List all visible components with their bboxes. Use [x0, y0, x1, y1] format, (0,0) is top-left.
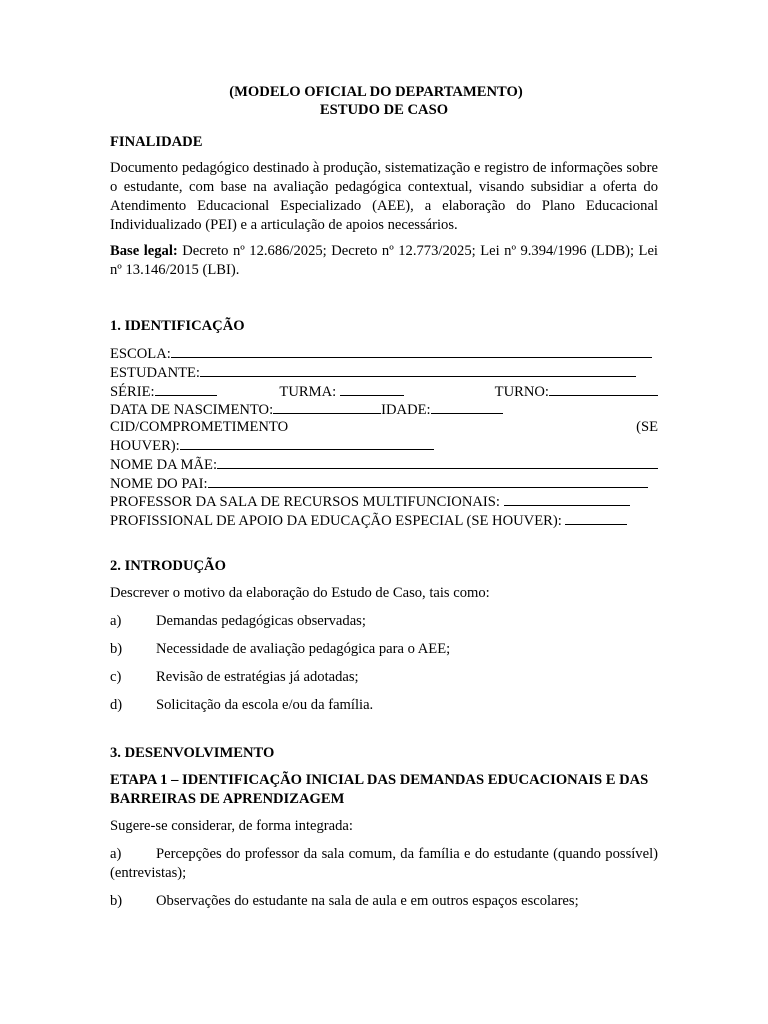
identificacao-form: [110, 344, 658, 530]
introducao-text: Descrever o motivo da elaboração do Estudo de Caso, tais como:: [110, 584, 490, 601]
nascimento-idade-line: [110, 400, 658, 419]
base-legal-label: Base legal:: [110, 243, 178, 259]
idade-field[interactable]: [431, 400, 503, 414]
list-text: Observações do estudante na sala de aula e em outros espaços escolares;: [156, 892, 579, 909]
pai-label: NOME DO PAI:: [110, 475, 208, 492]
cid-line: [110, 419, 658, 436]
etapa-1-heading: ETAPA 1 – IDENTIFICAÇÃO INICIAL DAS DEMANDAS EDUCACIONAIS E DAS BARREIRAS DE APRENDIZAGEM: [110, 771, 649, 807]
desenvolvimento-intro: Sugere-se considerar, de forma integrada:: [110, 817, 353, 834]
professor-line: [110, 492, 658, 511]
estudante-field[interactable]: [200, 363, 636, 377]
list-item: [110, 696, 658, 715]
cid-field[interactable]: [180, 436, 434, 450]
desenvolvimento-heading: 3. DESENVOLVIMENTO: [110, 744, 275, 761]
list-letter: a): [110, 612, 122, 629]
list-item-text: Percepções do professor da sala comum, da família e do estudante (quando possível) (entrevistas);: [110, 845, 658, 881]
identificacao-heading: 1. IDENTIFICAÇÃO: [110, 318, 245, 334]
header-line-1: (MODELO OFICIAL DO DEPARTAMENTO): [229, 84, 523, 100]
mae-field[interactable]: [217, 455, 658, 469]
profissional-field[interactable]: [565, 511, 627, 525]
profissional-label: PROFISSIONAL DE APOIO DA EDUCAÇÃO ESPECIAL (SE HOUVER):: [110, 513, 566, 530]
pai-line: [110, 474, 658, 493]
desenvolvimento-list: [110, 845, 658, 911]
list-item: [110, 668, 658, 687]
turma-label: TURMA:: [279, 383, 340, 400]
base-legal: [110, 242, 658, 280]
nascimento-field[interactable]: [273, 400, 381, 414]
list-text: Demandas pedagógicas observadas;: [156, 612, 366, 629]
list-letter: a): [110, 845, 122, 862]
turma-field[interactable]: [340, 382, 404, 396]
document-content: [110, 84, 658, 911]
escola-label: ESCOLA:: [110, 346, 171, 362]
list-item: [110, 612, 658, 631]
list-letter: d): [110, 696, 123, 713]
houver-line: [110, 436, 658, 455]
list-letter: b): [110, 640, 123, 657]
mae-line: [110, 455, 658, 474]
cid-se-label: (SE: [636, 419, 658, 436]
idade-label: IDADE:: [381, 402, 431, 419]
base-legal-text: Decreto nº 12.686/2025; Decreto nº 12.773/2025; Lei nº 9.394/1996 (LDB); Lei nº 13.146/2015 (LBI).: [110, 243, 658, 278]
finalidade-text: Documento pedagógico destinado à produção, sistematização e registro de informações sobre o estudante, com base na avaliação pedagógica contextual, visando subsidiar a oferta do Atendimento Educacional Especializado (AEE), a elaboração do Plano Educacional Individualizado (PEI) e a articulação de apoios necessários.: [110, 160, 658, 233]
turno-label: TURNO:: [494, 383, 549, 400]
pai-field[interactable]: [208, 474, 648, 488]
turno-field[interactable]: [549, 382, 658, 396]
list-text: [110, 845, 658, 883]
serie-label: SÉRIE:: [110, 383, 155, 400]
document-title: ESTUDO DE CASO: [319, 102, 449, 118]
list-item: [110, 892, 658, 911]
estudante-line: [110, 363, 658, 382]
list-text: Revisão de estratégias já adotadas;: [156, 668, 359, 685]
finalidade-heading: FINALIDADE: [110, 134, 203, 150]
professor-label: PROFESSOR DA SALA DE RECURSOS MULTIFUNCIONAIS:: [110, 494, 504, 511]
cid-label: CID/COMPROMETIMENTO: [110, 419, 289, 436]
escola-line: [110, 344, 658, 363]
serie-field[interactable]: [155, 382, 217, 396]
list-item: [110, 845, 658, 883]
introducao-heading: 2. INTRODUÇÃO: [110, 557, 226, 574]
nascimento-label: DATA DE NASCIMENTO:: [110, 402, 274, 419]
estudante-label: ESTUDANTE:: [110, 364, 200, 381]
houver-label: HOUVER):: [110, 437, 180, 454]
list-text: Necessidade de avaliação pedagógica para o AEE;: [156, 640, 451, 657]
introducao-list: [110, 612, 658, 715]
mae-label: NOME DA MÃE:: [110, 456, 218, 473]
professor-field[interactable]: [504, 492, 630, 506]
serie-turma-turno-line: [110, 382, 658, 401]
list-letter: c): [110, 668, 122, 685]
list-item: [110, 640, 658, 659]
list-text: Solicitação da escola e/ou da família.: [156, 696, 374, 713]
escola-field[interactable]: [171, 344, 652, 358]
profissional-line: [110, 511, 658, 530]
list-letter: b): [110, 892, 123, 909]
